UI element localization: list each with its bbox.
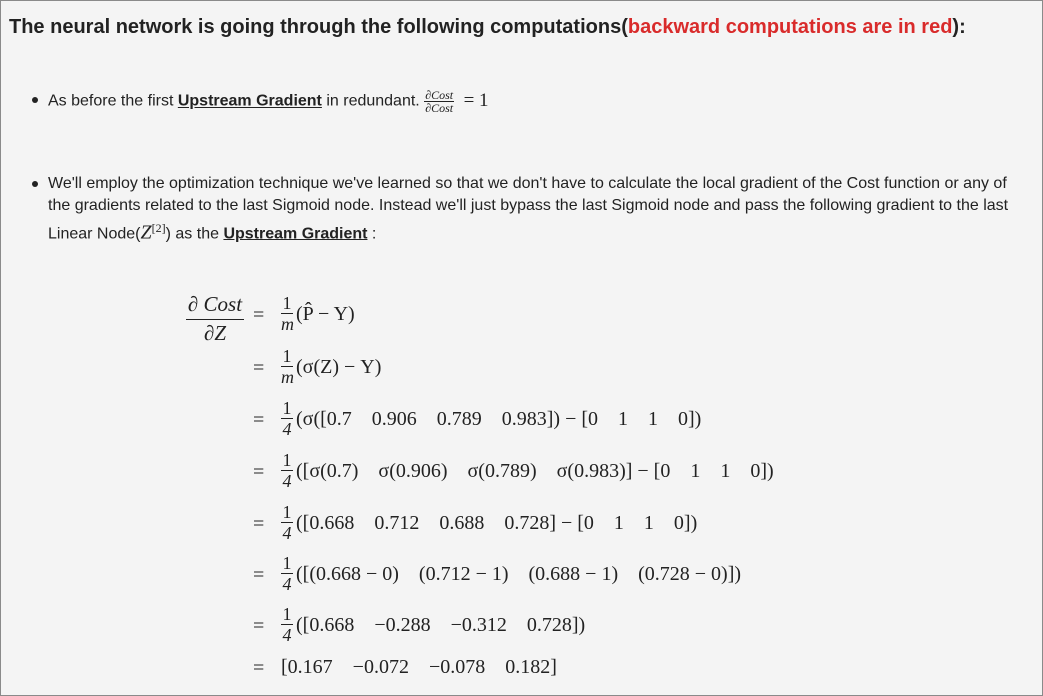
row-expression: ([0.668 −0.288 −0.312 0.728]) xyxy=(296,614,586,636)
bullet-dot-icon xyxy=(32,97,38,103)
equals-sign: = xyxy=(253,304,265,326)
scaling-fraction: 1 4 xyxy=(282,398,292,439)
row-expression: (σ([0.7 0.906 0.789 0.983]) − [0 1 1 0]) xyxy=(296,408,702,430)
bullet-optimization: We'll employ the optimization technique we've learned so that we don't have to calculate the local gradient of the Cost function or any of the gradients related to the last Sigmoid node. Instead we'll just bypass the last Sigmoid node and pass the following gradient to the last Linear Node(Z[2]) as the Upstream Gradient : xyxy=(48,173,1023,245)
scaling-fraction: 1 4 xyxy=(282,450,292,491)
scaling-fraction: 1 4 xyxy=(282,604,292,645)
scaling-fraction: 1 m xyxy=(281,346,294,387)
row-expression: (σ(Z) − Y) xyxy=(296,356,382,378)
upstream-gradient-term: Upstream Gradient xyxy=(223,225,368,243)
equals-sign: = xyxy=(253,461,265,483)
equals-sign: = xyxy=(253,615,265,637)
scaling-fraction: 1 4 xyxy=(282,502,292,543)
z-symbol: Z xyxy=(140,221,152,244)
row-expression: ([σ(0.7) σ(0.906) σ(0.789) σ(0.983)] − [0 1 1 0]) xyxy=(296,460,774,482)
row-expression: (P̂ − Y) xyxy=(296,303,355,325)
derivation-lhs: ∂ Cost ∂Z xyxy=(187,292,243,345)
scaling-fraction: 1 4 xyxy=(282,553,292,594)
scaling-fraction: 1 m xyxy=(281,293,294,334)
cost-over-cost-fraction: $\frac{\text{∂Cost}}{\text{∂Cost}}$ xyxy=(425,88,454,115)
upstream-gradient-term: Upstream Gradient xyxy=(177,92,322,110)
page-title: The neural network is going through the following computations(backward computations are in red): xyxy=(9,16,966,38)
equals-sign: = xyxy=(253,409,265,431)
row-expression: ([0.668 0.712 0.688 0.728] − [0 1 1 0]) xyxy=(296,512,698,534)
row-expression: [0.167 −0.072 −0.078 0.182] xyxy=(281,656,557,678)
bullet-dot-icon xyxy=(32,181,38,187)
equals-sign: = xyxy=(253,357,265,379)
backward-note: backward computations are in red xyxy=(627,16,953,38)
bullet-upstream-gradient: As before the first Upstream Gradient in redundant. $\frac{\text{∂Cost}}{\text{∂Cost}}$ = 1 xyxy=(48,89,489,114)
equals-sign: = xyxy=(253,657,265,679)
row-expression: ([(0.668 − 0) (0.712 − 1) (0.688 − 1) (0.728 − 0)]) xyxy=(296,563,742,585)
equals-sign: = xyxy=(253,513,265,535)
equals-sign: = xyxy=(253,564,265,586)
